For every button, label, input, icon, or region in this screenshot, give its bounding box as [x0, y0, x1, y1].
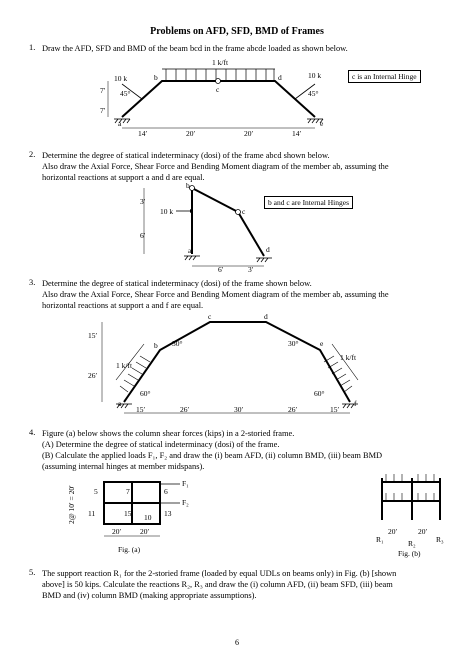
- svg-text:6: 6: [164, 487, 168, 496]
- svg-text:1 k/ft: 1 k/ft: [340, 353, 357, 362]
- svg-text:7′: 7′: [100, 106, 106, 115]
- svg-text:b: b: [154, 341, 158, 350]
- svg-text:20′: 20′: [388, 527, 398, 536]
- figure-b: [368, 474, 464, 564]
- svg-text:2@ 10′ = 20′: 2@ 10′ = 20′: [67, 485, 76, 524]
- problem-3-number: 3.: [29, 278, 36, 287]
- svg-text:60°: 60°: [314, 389, 325, 398]
- svg-text:R₁: R₁: [376, 535, 384, 544]
- svg-text:Fig. (b): Fig. (b): [398, 549, 421, 558]
- svg-text:Fig. (a): Fig. (a): [118, 545, 141, 554]
- svg-text:45°: 45°: [120, 89, 131, 98]
- problem-4-number: 4.: [29, 428, 36, 437]
- problem-3-figure: [88, 310, 378, 420]
- svg-text:45°: 45°: [308, 89, 319, 98]
- svg-text:15′: 15′: [136, 405, 146, 414]
- svg-text:13: 13: [164, 509, 172, 518]
- svg-text:15: 15: [124, 509, 132, 518]
- svg-text:20′: 20′: [418, 527, 428, 536]
- svg-text:a: a: [188, 246, 192, 255]
- svg-text:10 k: 10 k: [114, 74, 128, 83]
- problem-1-figure: [100, 56, 340, 138]
- problem-1-number: 1.: [29, 43, 36, 52]
- problem-2-text: Determine the degree of statical indeterminacy (dosi) of the frame abcd shown below. Also draw the Axial Force, Shear Force and Bending Moment diagram of the member ab, assuming the horizontal reactions at support a and d are equal.: [42, 151, 389, 182]
- svg-text:14′: 14′: [138, 129, 148, 138]
- problem-3-text: Determine the degree of statical indeterminacy (dosi) of the frame shown below. Also draw the Axial Force, Shear Force and Bending Moment diagram of the member ab, assuming the horizontal reactions at support a and f are equal.: [42, 279, 389, 310]
- svg-text:3′: 3′: [140, 197, 146, 206]
- svg-text:26′: 26′: [180, 405, 190, 414]
- svg-text:14′: 14′: [292, 129, 302, 138]
- svg-text:a: a: [118, 399, 122, 408]
- svg-text:20′: 20′: [186, 129, 196, 138]
- svg-text:d: d: [264, 312, 268, 321]
- svg-text:30°: 30°: [172, 339, 183, 348]
- svg-text:c: c: [208, 312, 212, 321]
- svg-text:6′: 6′: [218, 265, 224, 272]
- svg-text:30°: 30°: [288, 339, 299, 348]
- svg-text:F₂: F₂: [182, 498, 189, 507]
- problem-2-figure: [140, 182, 280, 272]
- load-label: 1 k/ft: [212, 58, 229, 67]
- svg-text:15′: 15′: [88, 331, 98, 340]
- svg-text:15′: 15′: [330, 405, 340, 414]
- svg-text:c: c: [216, 85, 220, 94]
- svg-text:7′: 7′: [100, 86, 106, 95]
- svg-text:F₁: F₁: [182, 479, 189, 488]
- problem-1-note: c is an Internal Hinge: [348, 70, 421, 83]
- page-number: 6: [235, 638, 239, 647]
- problem-2-note: b and c are Internal Hinges: [264, 196, 353, 209]
- svg-text:f: f: [354, 399, 357, 408]
- svg-text:60°: 60°: [140, 389, 151, 398]
- svg-text:11: 11: [88, 509, 96, 518]
- svg-text:10 k: 10 k: [160, 207, 174, 216]
- svg-text:26′: 26′: [88, 371, 98, 380]
- svg-text:R₂: R₂: [408, 539, 416, 548]
- svg-text:R₃: R₃: [436, 535, 444, 544]
- svg-text:b: b: [154, 73, 158, 82]
- svg-text:20′: 20′: [112, 527, 122, 536]
- svg-text:10 k: 10 k: [308, 71, 322, 80]
- svg-text:a: a: [118, 119, 122, 128]
- svg-text:7: 7: [126, 487, 130, 496]
- problem-5-text: The support reaction R₁ for the 2-storied frame (loaded by equal UDLs on beams only) in Fig. (b) [shown above] is 50 kips. Calculate the reactions R₂, R₃ and draw the (i) column AFD, (ii) beam SFD, (iii) beam BMD and (iv) column BMD (making appropriate assumptions).: [42, 569, 397, 600]
- svg-text:10: 10: [144, 513, 152, 522]
- svg-text:e: e: [320, 339, 324, 348]
- page-title: Problems on AFD, SFD, BMD of Frames: [150, 26, 324, 37]
- svg-text:d: d: [278, 73, 282, 82]
- svg-text:30′: 30′: [234, 405, 244, 414]
- hinge-c: [216, 79, 221, 84]
- problem-1-text: Draw the AFD, SFD and BMD of the beam bcd in the frame abcde loaded as shown below.: [42, 44, 348, 53]
- problem-4-text: Figure (a) below shows the column shear forces (kips) in a 2-storied frame. (A) Determine the degree of statical indeterminacy (dosi) of the frame. (B) Calculate the applied loads F₁, F₂ and draw the (i) beam AFD, (ii) column BMD, (iii) beam BMD (assuming internal hinges at member midspans).: [42, 429, 383, 471]
- svg-text:e: e: [320, 119, 324, 128]
- problem-2-number: 2.: [29, 150, 36, 159]
- problem-5-number: 5.: [29, 568, 36, 577]
- svg-text:c: c: [242, 207, 246, 216]
- svg-text:20′: 20′: [244, 129, 254, 138]
- svg-text:6′: 6′: [140, 231, 146, 240]
- svg-text:26′: 26′: [288, 405, 298, 414]
- svg-text:b: b: [186, 182, 190, 190]
- svg-text:1 k/ft: 1 k/ft: [116, 361, 133, 370]
- svg-text:d: d: [266, 245, 270, 254]
- svg-text:20′: 20′: [140, 527, 150, 536]
- svg-text:5: 5: [94, 487, 98, 496]
- figure-a: [64, 474, 204, 564]
- svg-text:3′: 3′: [248, 265, 254, 272]
